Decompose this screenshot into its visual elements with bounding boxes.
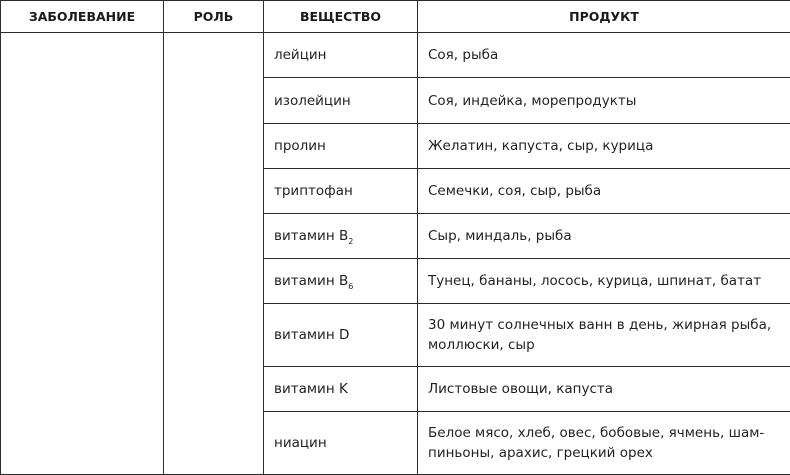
substance-cell (264, 214, 418, 259)
substance-subscript: 6 (348, 282, 354, 291)
substance-name: витамин B (274, 228, 349, 244)
disease-cell (1, 33, 164, 475)
substance-name: триптофан (274, 183, 353, 199)
table-header-row (1, 1, 790, 33)
substance-cell (264, 367, 418, 412)
substance-name: ниацин (274, 435, 327, 451)
substance-name: витамин B (274, 273, 349, 289)
substance-name: витамин K (274, 381, 348, 397)
product-cell: Семечки, соя, сыр, рыба (418, 169, 790, 214)
table-row (1, 33, 790, 78)
substance-name: изолейцин (274, 92, 351, 109)
substance-cell (264, 78, 418, 124)
product-cell: Тунец, бананы, лосось, курица, шпинат, батат (418, 259, 790, 304)
product-cell: Белое мясо, хлеб, овес, бобовые, ячмень, шампиньоны, арахис, грецкий орех (418, 412, 790, 475)
substance-subscript: 2 (348, 237, 354, 246)
header-disease: ЗАБОЛЕВАНИЕ (1, 1, 164, 33)
substance-name: витамин D (274, 327, 350, 343)
substance-cell (264, 259, 418, 304)
substance-name: лейцин (274, 47, 327, 63)
substance-cell (264, 304, 418, 367)
product-cell: Листовые овощи, капуста (418, 367, 790, 412)
substance-cell (264, 169, 418, 214)
product-cell: 30 минут солнечных ванн в день, жирная рыба, моллюски, сыр (418, 304, 790, 367)
substance-name: пролин (274, 138, 326, 154)
role-cell (164, 33, 264, 475)
product-cell: Соя, рыба (418, 33, 790, 78)
product-cell: Сыр, миндаль, рыба (418, 214, 790, 259)
substance-cell (264, 33, 418, 78)
header-role: РОЛЬ (164, 1, 264, 33)
header-product: ПРОДУКТ (418, 1, 790, 33)
product-cell: Соя, индейка, морепродукты (418, 78, 790, 124)
header-substance: ВЕЩЕСТВО (264, 1, 418, 33)
substance-cell (264, 124, 418, 169)
substance-cell (264, 412, 418, 475)
product-cell: Желатин, капуста, сыр, курица (418, 124, 790, 169)
